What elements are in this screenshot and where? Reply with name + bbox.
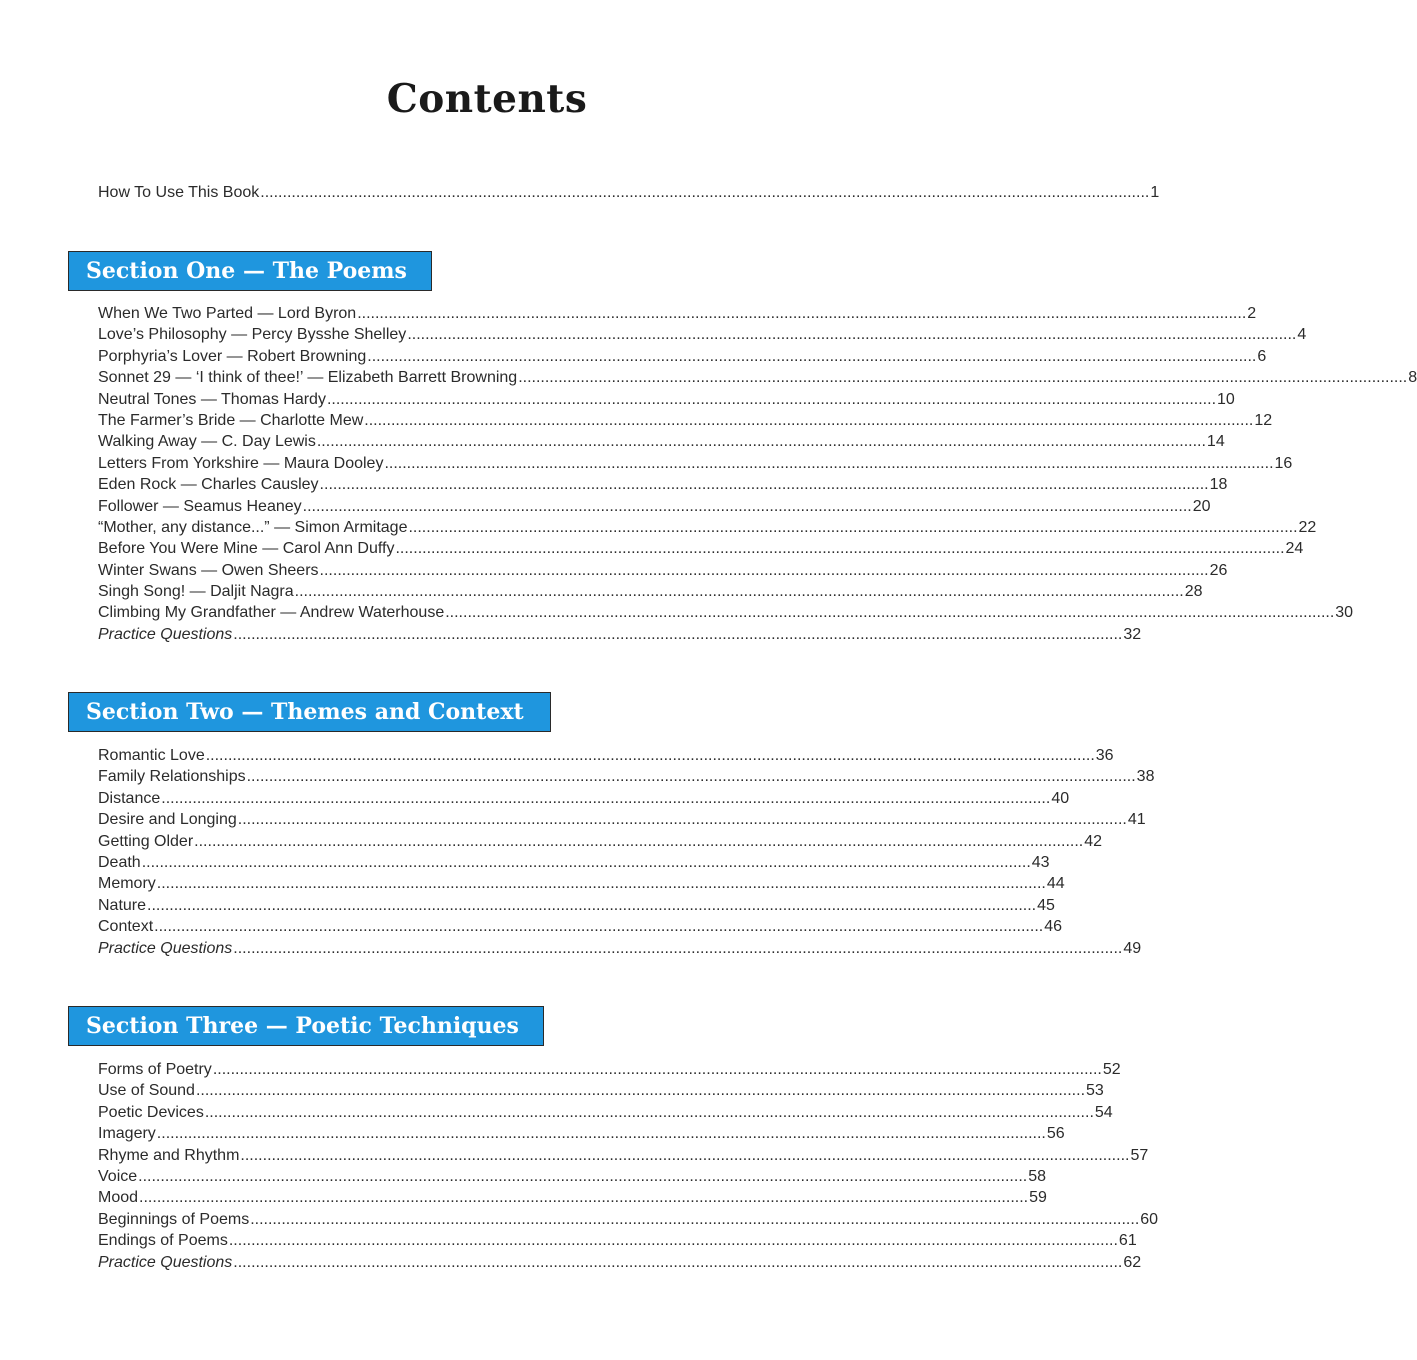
leader-dots: ........................................................................................................................................................................................................: [357, 305, 1247, 322]
leader-dots: ........................................................................................................................................................................................................: [326, 390, 1217, 408]
leader-dots: ........................................................................................................................................................................................................: [408, 518, 1298, 536]
toc-entry-page: 61: [1118, 1232, 1137, 1250]
toc-entry-label: Nature: [98, 896, 147, 914]
toc-entry-label: Walking Away — C. Day Lewis: [98, 433, 316, 451]
leader-dots: ........................................................................................................................................................................................................: [161, 789, 1051, 807]
leader-dots: ........................................................................................................................................................................................................: [237, 811, 1127, 829]
section-one-toc: [98, 303, 1417, 645]
toc-entry[interactable]: [98, 431, 1225, 452]
leader-dots: ........................................................................................................................................................................................................: [319, 476, 1209, 494]
toc-entry[interactable]: [98, 1230, 1137, 1251]
leader-dots: ........................................................................................................................................................................................................: [367, 347, 1257, 365]
toc-entry[interactable]: [98, 1187, 1047, 1208]
toc-entry-page: 41: [1127, 811, 1146, 829]
toc-entry-label: Mood: [98, 1189, 139, 1207]
toc-entry-page: 14: [1206, 433, 1225, 451]
leader-dots: ........................................................................................................................................................................................................: [294, 583, 1184, 601]
toc-entry-label: The Farmer’s Bride — Charlotte Mew: [98, 411, 364, 429]
toc-entry-page: 2: [1247, 305, 1257, 322]
toc-entry[interactable]: [98, 766, 1155, 787]
toc-entry-page: 40: [1051, 789, 1070, 807]
toc-entry-page: 53: [1086, 1082, 1104, 1100]
leader-dots: ........................................................................................................................................................................................................: [156, 1125, 1046, 1143]
toc-entry-page: 22: [1298, 518, 1317, 536]
toc-entry-page: 24: [1285, 540, 1304, 558]
toc-entry[interactable]: [98, 809, 1146, 830]
leader-dots: ........................................................................................................................................................................................................: [156, 875, 1046, 893]
leader-dots: ........................................................................................................................................................................................................: [302, 497, 1192, 515]
toc-entry-label: Neutral Tones — Thomas Hardy: [98, 390, 326, 408]
toc-entry-label: Desire and Longing: [98, 811, 237, 829]
toc-entry-page: 18: [1209, 476, 1228, 494]
toc-entry-label: Sonnet 29 — ‘I think of thee!’ — Elizabeth Barrett Browning: [98, 369, 518, 387]
toc-entry-page: 1: [1150, 184, 1160, 201]
leader-dots: ........................................................................................................................................................................................................: [240, 1146, 1130, 1164]
leader-dots: ........................................................................................................................................................................................................: [384, 454, 1274, 472]
toc-entry-page: 8: [1408, 369, 1417, 387]
toc-entry[interactable]: [98, 182, 1160, 203]
leader-dots: ........................................................................................................................................................................................................: [195, 1082, 1086, 1100]
toc-entry-label: Context: [98, 918, 154, 936]
toc-entry-label: Beginnings of Poems: [98, 1210, 250, 1228]
toc-entry[interactable]: [98, 788, 1070, 809]
leader-dots: ........................................................................................................................................................................................................: [260, 184, 1150, 201]
toc-entry[interactable]: [98, 389, 1235, 410]
leader-dots: ........................................................................................................................................................................................................: [154, 918, 1044, 936]
leader-dots: ........................................................................................................................................................................................................: [250, 1210, 1140, 1228]
toc-entry-label: Endings of Poems: [98, 1232, 228, 1250]
toc-entry[interactable]: [98, 916, 1062, 937]
toc-entry[interactable]: [98, 852, 1050, 873]
toc-entry[interactable]: [98, 831, 1103, 852]
toc-entry[interactable]: [98, 624, 1142, 645]
toc-entry-page: 28: [1184, 583, 1203, 601]
leader-dots: ........................................................................................................................................................................................................: [246, 768, 1136, 786]
toc-entry-page: 20: [1192, 497, 1211, 515]
toc-entry-label: Forms of Poetry: [98, 1061, 212, 1078]
toc-entry[interactable]: [98, 474, 1228, 495]
section-heading-two: Section Two — Themes and Context: [68, 692, 551, 732]
section-three-toc: [98, 1059, 1159, 1273]
toc-entry-label: Winter Swans — Owen Sheers: [98, 561, 319, 579]
leader-dots: ........................................................................................................................................................................................................: [364, 411, 1254, 429]
toc-entry-label: “Mother, any distance...” — Simon Armitage: [98, 518, 408, 536]
toc-entry[interactable]: [98, 560, 1228, 581]
toc-entry[interactable]: [98, 1209, 1159, 1230]
toc-entry[interactable]: [98, 1059, 1121, 1080]
toc-entry-label: Letters From Yorkshire — Maura Dooley: [98, 454, 384, 472]
toc-entry-label: How To Use This Book: [98, 184, 260, 201]
leader-dots: ........................................................................................................................................................................................................: [445, 604, 1335, 622]
toc-entry-page: 56: [1046, 1125, 1065, 1143]
toc-entry-label: Eden Rock — Charles Causley: [98, 476, 319, 494]
leader-dots: ........................................................................................................................................................................................................: [233, 625, 1123, 643]
toc-entry[interactable]: [98, 581, 1203, 602]
toc-entry-page: 52: [1102, 1061, 1121, 1078]
leader-dots: ........................................................................................................................................................................................................: [518, 369, 1408, 387]
section-two-toc: [98, 745, 1155, 959]
toc-entry-label: Practice Questions: [98, 1253, 233, 1271]
toc-entry-page: 12: [1254, 411, 1273, 429]
leader-dots: ........................................................................................................................................................................................................: [228, 1232, 1118, 1250]
toc-entry[interactable]: [98, 1166, 1046, 1187]
leader-dots: ........................................................................................................................................................................................................: [395, 540, 1285, 558]
toc-entry[interactable]: [98, 538, 1304, 559]
leader-dots: ........................................................................................................................................................................................................: [212, 1061, 1102, 1078]
toc-entry-page: 57: [1130, 1146, 1149, 1164]
toc-entry-label: Use of Sound: [98, 1082, 195, 1100]
toc-entry[interactable]: [98, 303, 1257, 324]
intro-toc: [98, 182, 1160, 203]
toc-entry[interactable]: [98, 1145, 1149, 1166]
toc-entry-page: 44: [1046, 875, 1065, 893]
toc-entry-label: Love’s Philosophy — Percy Bysshe Shelley: [98, 326, 407, 344]
section-heading-one: Section One — The Poems: [68, 251, 432, 291]
toc-entry[interactable]: [98, 1252, 1142, 1273]
toc-entry-page: 43: [1031, 853, 1050, 871]
toc-entry-label: Death: [98, 853, 141, 871]
toc-entry-label: Practice Questions: [98, 939, 233, 957]
toc-entry-label: Porphyria’s Lover — Robert Browning: [98, 347, 367, 365]
toc-entry-label: Poetic Devices: [98, 1103, 204, 1121]
toc-entry[interactable]: [98, 324, 1307, 345]
toc-entry-page: 42: [1084, 832, 1103, 850]
toc-entry-label: Memory: [98, 875, 156, 893]
toc-entry[interactable]: [98, 496, 1211, 517]
toc-entry[interactable]: [98, 517, 1317, 538]
toc-entry-page: 49: [1123, 939, 1142, 957]
leader-dots: ........................................................................................................................................................................................................: [204, 1103, 1094, 1121]
toc-entry[interactable]: [98, 453, 1293, 474]
page-title: Contents: [386, 76, 588, 122]
leader-dots: ........................................................................................................................................................................................................: [407, 326, 1297, 344]
leader-dots: ........................................................................................................................................................................................................: [233, 939, 1123, 957]
toc-entry-label: Rhyme and Rhythm: [98, 1146, 240, 1164]
toc-entry[interactable]: [98, 367, 1417, 388]
toc-entry[interactable]: [98, 410, 1273, 431]
toc-entry-label: When We Two Parted — Lord Byron: [98, 305, 357, 322]
toc-entry-page: 30: [1335, 604, 1354, 622]
toc-entry-page: 38: [1136, 768, 1155, 786]
toc-entry-label: Voice: [98, 1167, 138, 1185]
toc-entry-page: 32: [1123, 625, 1142, 643]
leader-dots: ........................................................................................................................................................................................................: [138, 1167, 1028, 1185]
toc-entry-page: 60: [1140, 1210, 1159, 1228]
toc-entry-label: Before You Were Mine — Carol Ann Duffy: [98, 540, 395, 558]
toc-entry[interactable]: [98, 895, 1055, 916]
toc-entry-page: 58: [1028, 1167, 1046, 1185]
toc-entry[interactable]: [98, 938, 1142, 959]
toc-entry[interactable]: [98, 873, 1065, 894]
toc-entry-label: Family Relationships: [98, 768, 246, 786]
toc-entry-page: 45: [1037, 896, 1055, 914]
leader-dots: ........................................................................................................................................................................................................: [319, 561, 1209, 579]
toc-entry-page: 36: [1095, 747, 1114, 764]
toc-entry-label: Imagery: [98, 1125, 156, 1143]
toc-entry[interactable]: [98, 1123, 1065, 1144]
leader-dots: ........................................................................................................................................................................................................: [194, 832, 1084, 850]
leader-dots: ........................................................................................................................................................................................................: [147, 896, 1037, 914]
leader-dots: ........................................................................................................................................................................................................: [316, 433, 1206, 451]
toc-entry-page: 4: [1297, 326, 1307, 344]
section-heading-three: Section Three — Poetic Techniques: [68, 1006, 544, 1046]
toc-entry-label: Climbing My Grandfather — Andrew Waterhouse: [98, 604, 445, 622]
toc-entry-page: 10: [1217, 390, 1235, 408]
toc-entry-page: 46: [1044, 918, 1062, 936]
toc-entry[interactable]: [98, 1080, 1104, 1101]
toc-entry-label: Distance: [98, 789, 161, 807]
toc-entry-page: 6: [1257, 347, 1267, 365]
toc-entry[interactable]: [98, 346, 1267, 367]
leader-dots: ........................................................................................................................................................................................................: [139, 1189, 1029, 1207]
toc-entry-label: Romantic Love: [98, 747, 205, 764]
toc-entry-page: 59: [1029, 1189, 1047, 1207]
toc-entry-page: 62: [1123, 1253, 1142, 1271]
toc-entry-label: Getting Older: [98, 832, 194, 850]
leader-dots: ........................................................................................................................................................................................................: [141, 853, 1031, 871]
toc-entry-label: Follower — Seamus Heaney: [98, 497, 302, 515]
toc-entry-page: 54: [1094, 1103, 1113, 1121]
toc-entry-label: Practice Questions: [98, 625, 233, 643]
toc-entry[interactable]: [98, 602, 1354, 623]
toc-entry-page: 16: [1274, 454, 1293, 472]
leader-dots: ........................................................................................................................................................................................................: [233, 1253, 1123, 1271]
toc-entry-page: 26: [1209, 561, 1228, 579]
leader-dots: ........................................................................................................................................................................................................: [205, 747, 1095, 764]
toc-entry-label: Singh Song! — Daljit Nagra: [98, 583, 294, 601]
toc-entry[interactable]: [98, 1102, 1113, 1123]
toc-entry[interactable]: [98, 745, 1114, 766]
